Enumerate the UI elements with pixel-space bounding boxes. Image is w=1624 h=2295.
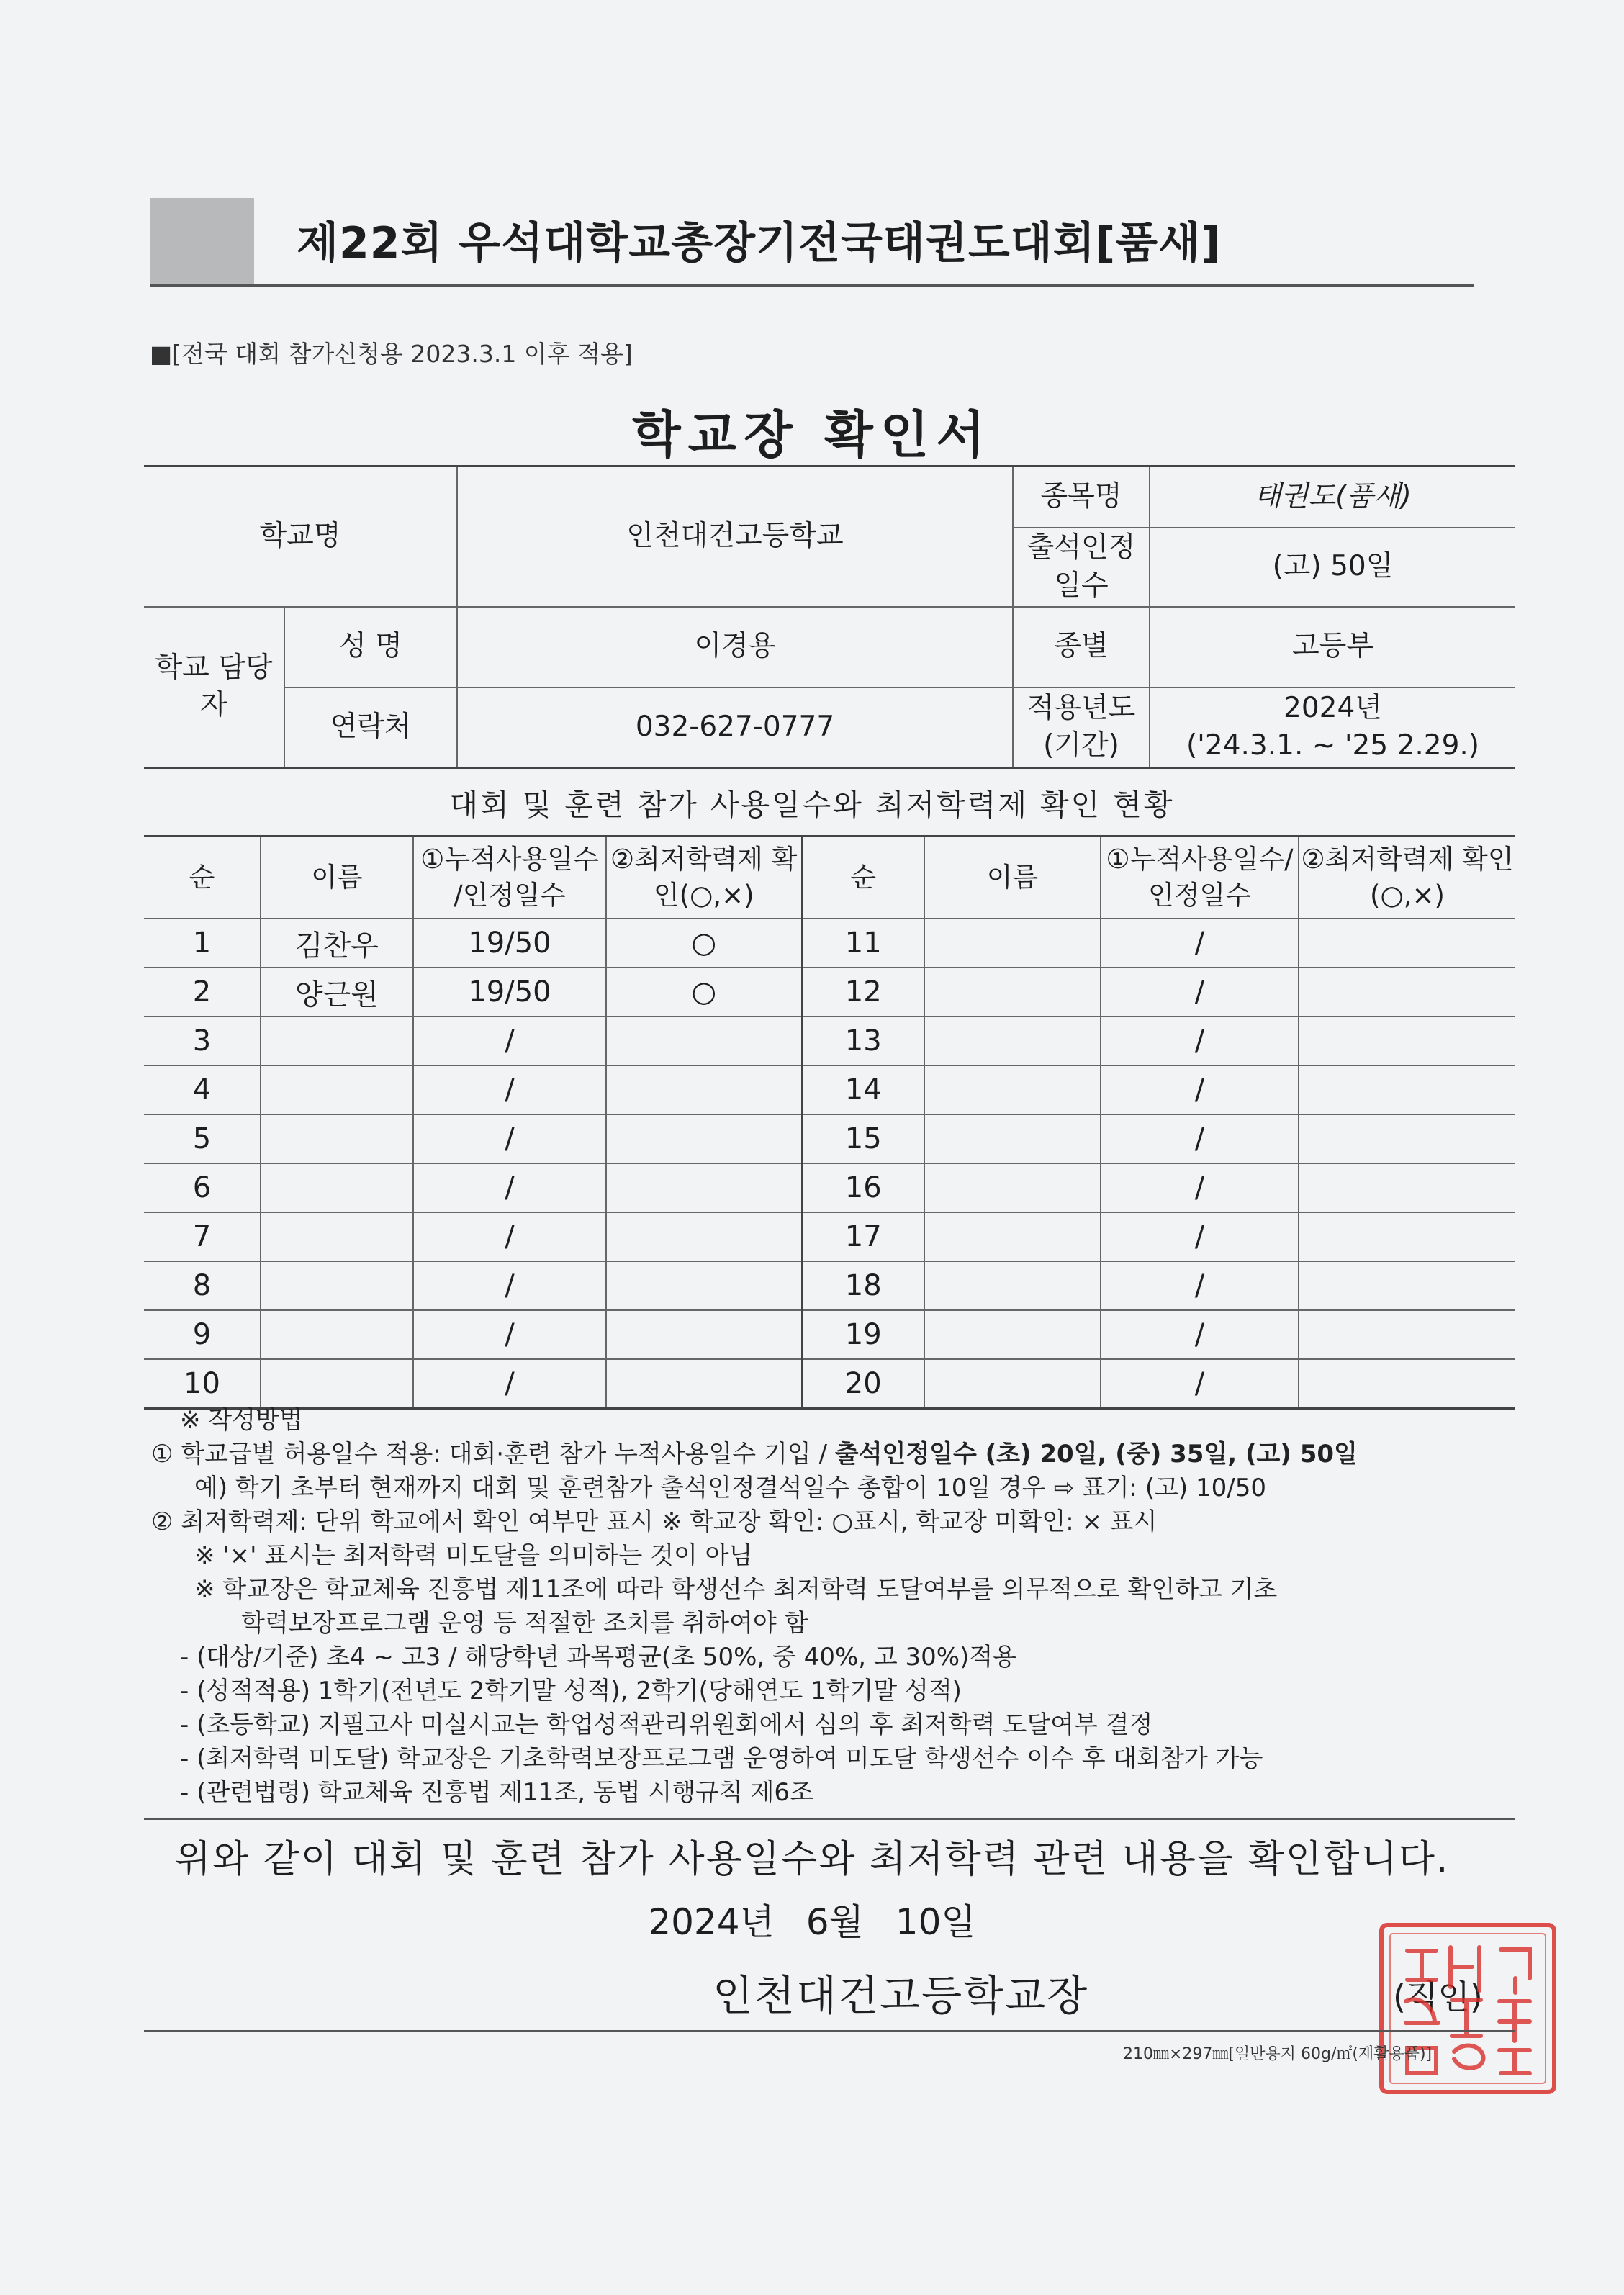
col-header-days2: ①누적사용일수/ 인정일수 xyxy=(1101,837,1299,919)
col-header-check: ②최저학력제 확인(○,×) xyxy=(606,837,802,919)
cell-check2 xyxy=(1299,1359,1515,1409)
document-title: 학교장 확인서 xyxy=(631,405,993,464)
cell-days: / xyxy=(413,1359,606,1409)
cell-no2: 13 xyxy=(802,1016,924,1065)
cell-check xyxy=(606,1310,802,1359)
cell-days2: / xyxy=(1101,919,1299,968)
cell-name xyxy=(261,1212,413,1261)
table-row xyxy=(144,1212,1515,1261)
cell-days2: / xyxy=(1101,1163,1299,1212)
col-header-days: ①누적사용일수 /인정일수 xyxy=(413,837,606,919)
col-header-name2: 이름 xyxy=(924,837,1101,919)
table-row xyxy=(144,1310,1515,1359)
cell-check: ○ xyxy=(606,919,802,968)
cell-no2: 20 xyxy=(802,1359,924,1409)
cell-days: / xyxy=(413,1114,606,1163)
year-label: 적용년도 (기간) xyxy=(1013,687,1150,768)
school-info-table xyxy=(144,465,1515,769)
writing-instructions xyxy=(151,1404,1519,1810)
cell-days2: / xyxy=(1101,1114,1299,1163)
cell-no2: 14 xyxy=(802,1065,924,1114)
method-heading: ※ 작성방법 xyxy=(180,1406,303,1435)
cell-no: 3 xyxy=(144,1016,261,1065)
year-value: 2024년 xyxy=(1284,691,1382,724)
col-header-no2: 순 xyxy=(802,837,924,919)
cell-name2 xyxy=(924,968,1101,1016)
cell-name xyxy=(261,1261,413,1310)
issue-date: 2024년 6월 10일 xyxy=(648,1901,976,1943)
method-line-5: ※ 학교장은 학교체육 진흥법 제11조에 따라 학생선수 최저학력 도달여부를 의무적으로 확인하고 기초 xyxy=(194,1575,1278,1604)
table-row xyxy=(144,968,1515,1016)
manager-name-value: 이경용 xyxy=(457,607,1013,687)
table-row xyxy=(144,1065,1515,1114)
cell-check2 xyxy=(1299,919,1515,968)
cell-no: 6 xyxy=(144,1163,261,1212)
cell-no: 10 xyxy=(144,1359,261,1409)
cell-check2 xyxy=(1299,1016,1515,1065)
cell-check xyxy=(606,1065,802,1114)
cell-days2: / xyxy=(1101,968,1299,1016)
cell-days2: / xyxy=(1101,1359,1299,1409)
cell-check: ○ xyxy=(606,968,802,1016)
attendance-label: 출석인정 일수 xyxy=(1013,528,1150,607)
cell-name2 xyxy=(924,919,1101,968)
cell-no2: 17 xyxy=(802,1212,924,1261)
cell-name2 xyxy=(924,1359,1101,1409)
table-row xyxy=(144,1261,1515,1310)
cell-name2 xyxy=(924,1016,1101,1065)
cell-days2: / xyxy=(1101,1261,1299,1310)
contact-value: 032-627-0777 xyxy=(457,687,1013,768)
application-notice: ■[전국 대회 참가신청용 2023.3.1 이후 적용] xyxy=(150,340,633,368)
cell-name: 김찬우 xyxy=(261,919,413,968)
table-row xyxy=(144,919,1515,968)
cell-no2: 12 xyxy=(802,968,924,1016)
method-line-4: ※ '×' 표시는 최저학력 미도달을 의미하는 것이 아님 xyxy=(194,1541,753,1570)
header-gray-block xyxy=(150,198,254,286)
cell-name2 xyxy=(924,1114,1101,1163)
cell-name xyxy=(261,1065,413,1114)
cell-no: 9 xyxy=(144,1310,261,1359)
cell-no: 4 xyxy=(144,1065,261,1114)
col-header-name: 이름 xyxy=(261,837,413,919)
competition-title: 제22회 우석대학교총장기전국태권도대회[품새] xyxy=(297,218,1222,269)
bottom-divider xyxy=(144,2030,1515,2032)
cell-check2 xyxy=(1299,1261,1515,1310)
cell-no2: 15 xyxy=(802,1114,924,1163)
cell-name2 xyxy=(924,1163,1101,1212)
cell-name xyxy=(261,1163,413,1212)
cell-no: 1 xyxy=(144,919,261,968)
cell-check2 xyxy=(1299,1114,1515,1163)
cell-check2 xyxy=(1299,1163,1515,1212)
table-header-row xyxy=(144,837,1515,919)
table-row xyxy=(144,1359,1515,1409)
cell-name2 xyxy=(924,1261,1101,1310)
method-line-6: 학력보장프로그램 운영 등 적절한 조치를 취하여야 함 xyxy=(241,1609,808,1638)
cell-check xyxy=(606,1163,802,1212)
event-label: 종목명 xyxy=(1013,466,1150,528)
cell-days: 19/50 xyxy=(413,919,606,968)
method-line-7: - (대상/기준) 초4 ~ 고3 / 해당학년 과목평균(초 50%, 중 40%, 고 30%)적용 xyxy=(180,1643,1017,1672)
cell-check xyxy=(606,1212,802,1261)
manager-name-label: 성 명 xyxy=(284,607,457,687)
cell-check xyxy=(606,1359,802,1409)
cell-check2 xyxy=(1299,1065,1515,1114)
participation-table xyxy=(144,835,1515,1410)
method-line-3: ② 최저학력제: 단위 학교에서 확인 여부만 표시 ※ 학교장 확인: ○표시, 학교장 미확인: × 표시 xyxy=(151,1507,1158,1536)
cell-days: / xyxy=(413,1016,606,1065)
cell-days: / xyxy=(413,1310,606,1359)
cell-no2: 19 xyxy=(802,1310,924,1359)
attendance-value: (고) 50일 xyxy=(1150,528,1515,607)
cell-days: / xyxy=(413,1065,606,1114)
cell-days: / xyxy=(413,1261,606,1310)
cell-name xyxy=(261,1359,413,1409)
cell-days2: / xyxy=(1101,1065,1299,1114)
cell-name xyxy=(261,1114,413,1163)
cell-days2: / xyxy=(1101,1016,1299,1065)
event-value: 태권도(품새) xyxy=(1150,466,1515,528)
cell-name2 xyxy=(924,1310,1101,1359)
cell-check2 xyxy=(1299,968,1515,1016)
cell-days2: / xyxy=(1101,1310,1299,1359)
year-cell xyxy=(1150,687,1515,768)
method-line-9: - (초등학교) 지필고사 미실시교는 학업성적관리위원회에서 심의 후 최저학력 도달여부 결정 xyxy=(180,1710,1153,1739)
manager-label: 학교 담당자 xyxy=(144,607,284,768)
table-row xyxy=(144,1016,1515,1065)
contact-label: 연락처 xyxy=(284,687,457,768)
signer-title: 인천대건고등학교장 xyxy=(713,1971,1089,2020)
header-divider xyxy=(150,284,1474,287)
cell-no: 7 xyxy=(144,1212,261,1261)
cell-days2: / xyxy=(1101,1212,1299,1261)
paper-spec-note: 210㎜×297㎜[일반용지 60g/㎡(재활용품)] xyxy=(1123,2045,1433,2063)
cell-name xyxy=(261,1016,413,1065)
confirm-divider xyxy=(144,1818,1515,1820)
method-line-10: - (최저학력 미도달) 학교장은 기초학력보장프로그램 운영하여 미도달 학생선수 이수 후 대회참가 가능 xyxy=(180,1744,1263,1773)
cell-no2: 18 xyxy=(802,1261,924,1310)
cell-name2 xyxy=(924,1065,1101,1114)
method-line-1 xyxy=(151,1438,1519,1471)
cell-no: 5 xyxy=(144,1114,261,1163)
cell-days: / xyxy=(413,1163,606,1212)
cell-no: 2 xyxy=(144,968,261,1016)
cell-name xyxy=(261,1310,413,1359)
col-header-no: 순 xyxy=(144,837,261,919)
cell-check xyxy=(606,1114,802,1163)
category-value: 고등부 xyxy=(1150,607,1515,687)
method-line-1b: 출석인정일수 (초) 20일, (중) 35일, (고) 50일 xyxy=(834,1440,1358,1469)
cell-check2 xyxy=(1299,1310,1515,1359)
official-seal-mark: (직인) xyxy=(1393,1978,1483,2016)
cell-check2 xyxy=(1299,1212,1515,1261)
method-line-11: - (관련법령) 학교체육 진흥법 제11조, 동법 시행규칙 제6조 xyxy=(180,1778,813,1807)
cell-no2: 11 xyxy=(802,919,924,968)
school-name-label: 학교명 xyxy=(144,466,457,607)
period-value: ('24.3.1. ~ '25 2.29.) xyxy=(1186,729,1480,762)
category-label: 종별 xyxy=(1013,607,1150,687)
cell-no: 8 xyxy=(144,1261,261,1310)
cell-name2 xyxy=(924,1212,1101,1261)
school-name-value: 인천대건고등학교 xyxy=(457,466,1013,607)
section-title: 대회 및 훈련 참가 사용일수와 최저학력제 확인 현황 xyxy=(449,788,1175,822)
cell-days: / xyxy=(413,1212,606,1261)
cell-check xyxy=(606,1261,802,1310)
cell-check xyxy=(606,1016,802,1065)
table-row xyxy=(144,1163,1515,1212)
official-seal-stamp-icon xyxy=(1371,1915,1566,2102)
cell-no2: 16 xyxy=(802,1163,924,1212)
confirmation-statement: 위와 같이 대회 및 훈련 참가 사용일수와 최저학력 관련 내용을 확인합니다. xyxy=(174,1838,1450,1881)
col-header-check2: ②최저학력제 확인(○,×) xyxy=(1299,837,1515,919)
method-line-2: 예) 학기 초부터 현재까지 대회 및 훈련참가 출석인정결석일수 총합이 10일 경우 ⇨ 표기: (고) 10/50 xyxy=(194,1474,1266,1502)
method-line-1a: ① 학교급별 허용일수 적용: 대회·훈련 참가 누적사용일수 기입 / xyxy=(151,1440,835,1469)
table-row xyxy=(144,1114,1515,1163)
cell-name: 양근원 xyxy=(261,968,413,1016)
cell-days: 19/50 xyxy=(413,968,606,1016)
method-line-8: - (성적적용) 1학기(전년도 2학기말 성적), 2학기(당해연도 1학기말 성적) xyxy=(180,1677,962,1705)
